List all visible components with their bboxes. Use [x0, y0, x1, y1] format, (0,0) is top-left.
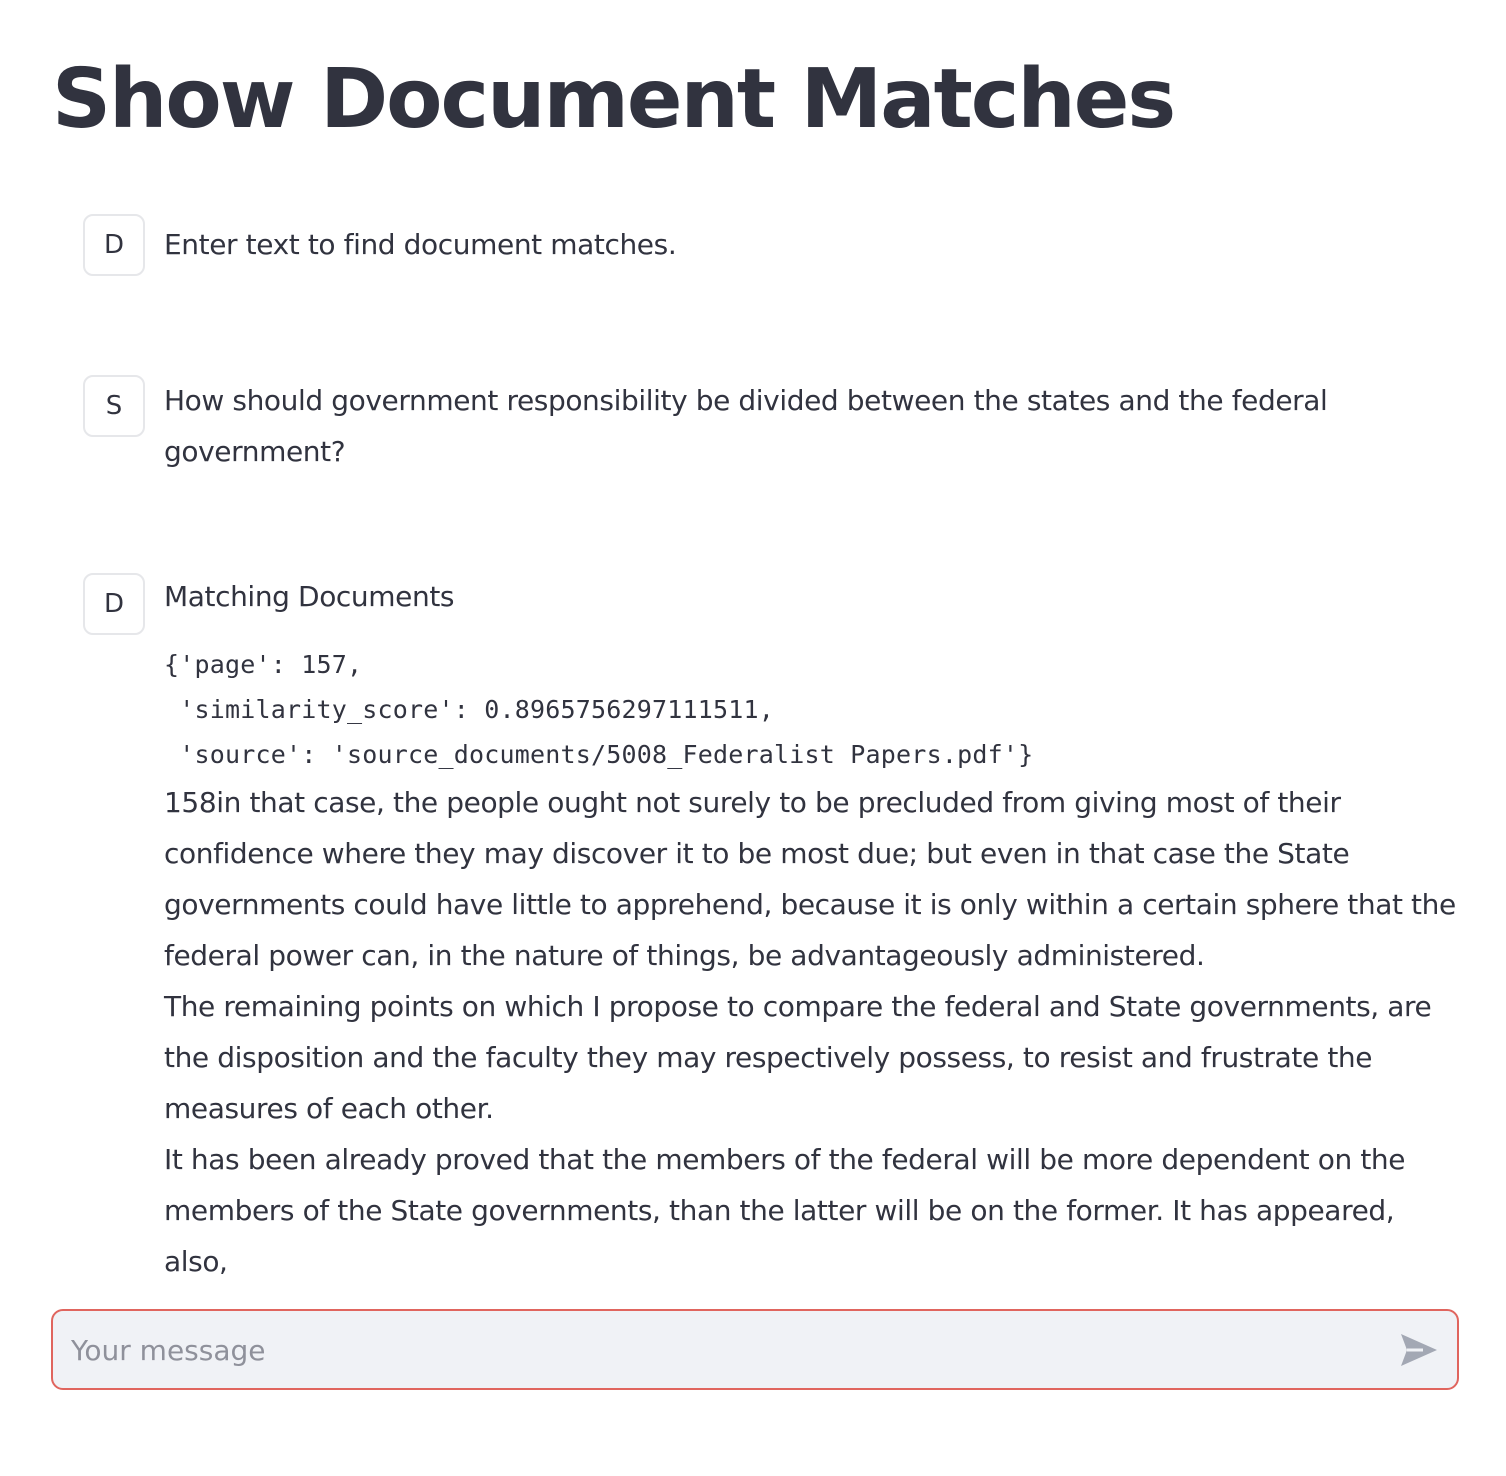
avatar: D	[83, 214, 145, 276]
avatar: S	[83, 375, 145, 437]
message-text: How should government responsibility be divided between the states and the federal government?	[164, 384, 1328, 468]
message-text: Enter text to find document matches.	[164, 228, 677, 261]
message-content	[164, 571, 1458, 1287]
metadata-line: 'similarity_score': 0.8965756297111511,	[164, 695, 775, 724]
metadata-line: {'page': 157,	[164, 650, 363, 679]
metadata-block	[164, 642, 1458, 777]
chat-input-container	[51, 1309, 1459, 1390]
avatar: D	[83, 573, 145, 635]
message-content	[164, 375, 1458, 477]
metadata-line: 'source': 'source_documents/5008_Federalist Papers.pdf'}	[164, 740, 1034, 769]
matching-documents-heading: Matching Documents	[164, 580, 455, 613]
document-text: 158in that case, the people ought not surely to be precluded from giving most of their confidence where they may discover it to be most due; but even in that case the State governments could have little to apprehend, because it is only within a certain sphere that the federal power can, in the nature of things, be advantageously administered. The remaining points on which I propose to compare the federal and State governments, are the disposition and the faculty they may respectively possess, to resist and frustrate the measures of each other. It has been already proved that the members of the federal will be more dependent on the members of the State governments, than the latter will be on the former. It has appeared, also,	[164, 786, 1456, 1278]
message-content	[164, 219, 1458, 270]
chat-message-input[interactable]	[69, 1311, 1373, 1390]
page-title: Show Document Matches	[52, 52, 1175, 147]
send-icon[interactable]	[1399, 1332, 1439, 1368]
